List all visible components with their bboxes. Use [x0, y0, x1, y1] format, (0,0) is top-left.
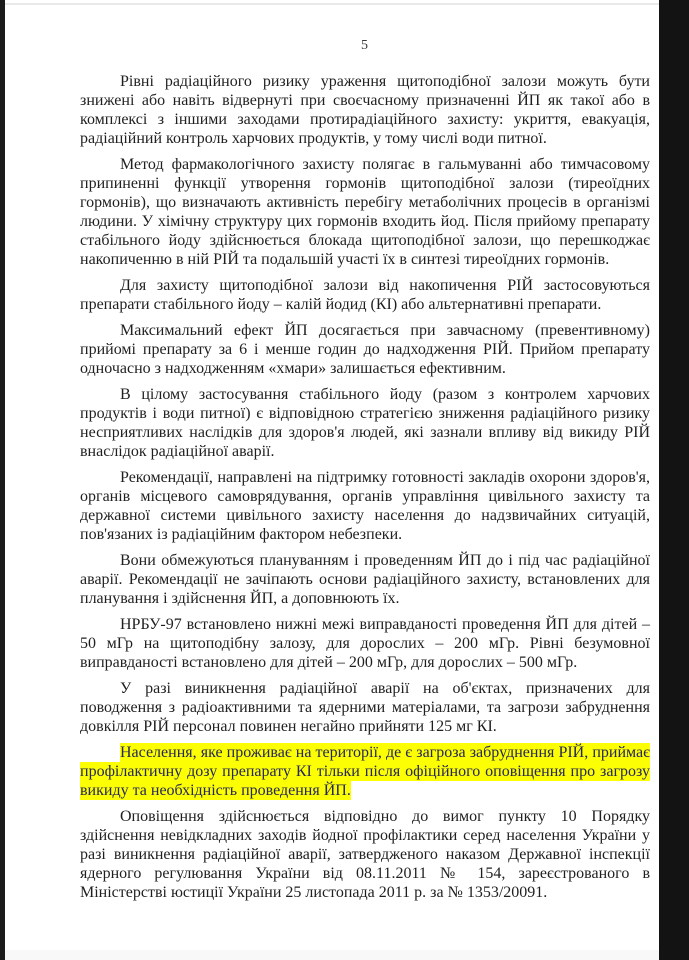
paragraph-text: НРБУ-97 встановлено нижні межі виправданості проведення ЙП для дітей – 50 мГр на щитоподібну залозу, для дорослих – 200 мГр. Рівні безумовної виправданості встановлено для дітей – 200 мГр, для дорослих – 500 мГр. [80, 616, 650, 671]
paragraph [80, 679, 650, 736]
paragraph-text: В цілому застосування стабільного йоду (разом з контролем харчових продуктів і води питної) є відповідною стратегією зниження радіаційного ризику несприятливих наслідків для здоров'я людей, які зазнали впливу від викиду РІЙ внаслідок радіаційної аварії. [80, 386, 650, 460]
paragraph [80, 615, 650, 672]
highlighted-paragraph [80, 743, 650, 800]
scan-edge-top [5, 3, 659, 5]
paragraph-text: Вони обмежуються плануванням і проведенням ЙП до і під час радіаційної аварії. Рекомендації не зачіпають основи радіаційного захисту, встановлених для планування і здійснення ЙП, а доповнюють їх. [80, 552, 650, 607]
paragraph-text: Рекомендації, направлені на підтримку готовності закладів охорони здоров'я, органів місцевого самоврядування, органів управління цивільного захисту та державної системи цивільного захисту населення до надзвичайних ситуацій, пов'язаних із радіаційним фактором небезпеки. [80, 469, 650, 543]
paragraph-text: У разі виникнення радіаційної аварії на об'єктах, призначених для поводження з радіоактивними та ядерними матеріалами, та загрози забруднення довкілля РІЙ персонал повинен негайно прийняти 125 мг КІ. [80, 680, 650, 735]
paragraph [80, 468, 650, 544]
paragraph-text: Максимальний ефект ЙП досягається при завчасному (превентивному) прийомі препарату за 6 і менше годин до надходження РІЙ. Прийом препарату одночасно з надходженням «хмари» залишається ефективним. [80, 322, 650, 377]
paragraph-text: Метод фармакологічного захисту полягає в гальмуванні або тимчасовому припиненні функції утворення гормонів щитоподібної залози (тиреоїдних гормонів), що визначають активність перебігу метаболічних процесів в організмі людини. У хімічну структуру цих гормонів входить йод. Після прийому препарату стабільного йоду здійснюється блокада щитоподібної залози, що перешкоджає накопиченню в ній РІЙ та подальшій участі їх в синтезі тиреоїдних гормонів. [80, 156, 650, 268]
paragraph [80, 321, 650, 378]
highlighted-paragraph-text: Населення, яке проживає на території, де є загроза забруднення РІЙ, приймає профілактичну дозу препарату КІ тільки після офіційного оповіщення про загрозу викиду та необхідність проведення ЙП. [80, 744, 650, 799]
scan-edge-right [659, 0, 689, 960]
document-page [5, 0, 659, 960]
paragraph [80, 385, 650, 461]
paragraph-text: Рівні радіаційного ризику ураження щитоподібної залози можуть бути знижені або навіть відвернуті при своєчасному призначенні ЙП як такої або в комплексі з іншими заходами протирадіаційного захисту: укриття, евакуація, радіаційний контроль харчових продуктів, у тому числі води питної. [80, 73, 650, 147]
paragraph [80, 551, 650, 608]
scan-edge-bottom [5, 950, 659, 960]
paragraph-text: Для захисту щитоподібної залози від накопичення РІЙ застосовуються препарати стабільного йоду – калій йодид (КІ) або альтернативні препарати. [80, 277, 650, 313]
paragraph [80, 807, 650, 902]
paragraph-text: Оповіщення здійснюється відповідно до вимог пункту 10 Порядку здійснення невідкладних заходів йодної профілактики серед населення України у разі виникнення радіаційної аварії, затвердженого наказом Державної інспекції ядерного регулювання України від 08.11.2011 № 154, зареєстрованого в Міністерстві юстиції України 25 листопада 2011 р. за № 1353/20091. [80, 808, 650, 901]
paragraph [80, 276, 650, 314]
page-number: 5 [361, 38, 369, 53]
paragraph [80, 155, 650, 269]
scan-edge-left [0, 0, 5, 960]
document-body [80, 72, 650, 909]
paragraph [80, 72, 650, 148]
